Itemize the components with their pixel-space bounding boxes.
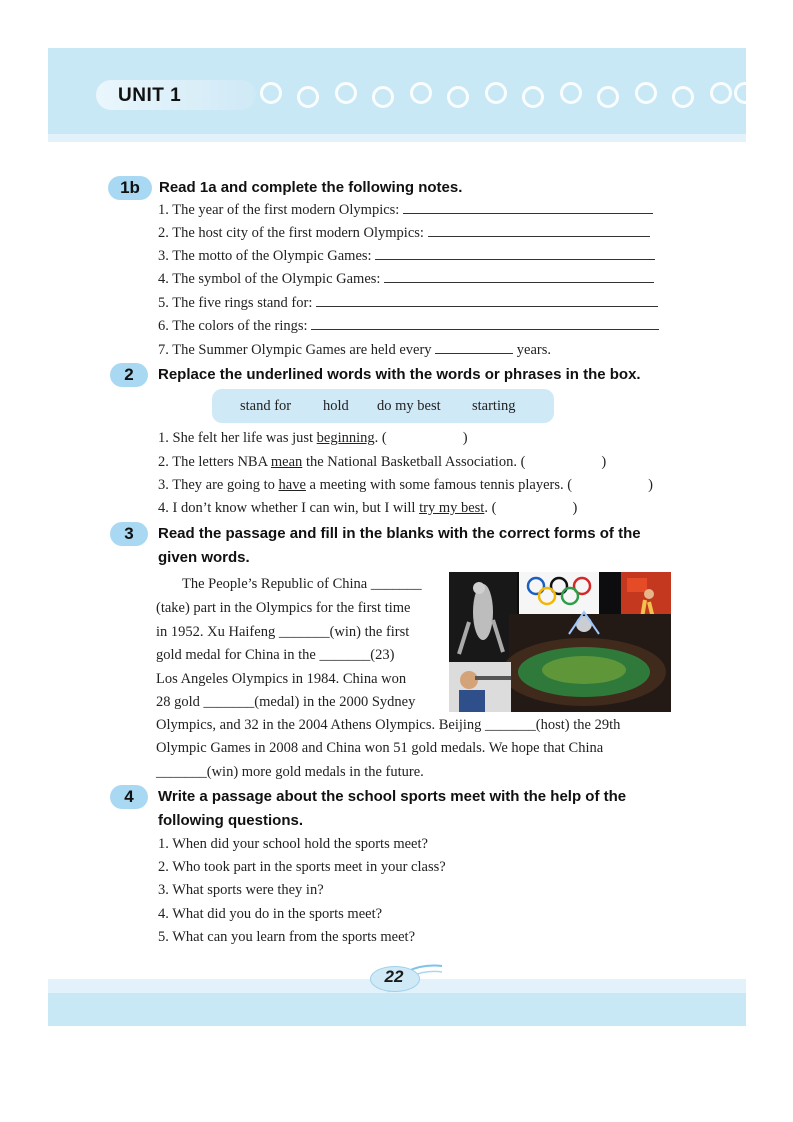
passage-line: Olympic Games in 2008 and China won 51 gold medals. We hope that China <box>156 740 604 756</box>
olympics-photo-svg <box>449 572 671 712</box>
answer-blank[interactable] <box>384 268 654 283</box>
section-4-title-line1: Write a passage about the school sports meet with the help of the <box>158 788 627 805</box>
replace-item: 3. They are going to have a meeting with some famous tennis players. ( ) <box>158 477 653 493</box>
section-badge-4: 4 <box>110 785 148 809</box>
ring-icon <box>560 82 582 104</box>
ring-icon <box>297 86 319 108</box>
note-item: 7. The Summer Olympic Games are held every years. <box>158 339 551 360</box>
question-item: 1. When did your school hold the sports meet? <box>158 836 428 852</box>
replace-item: 2. The letters NBA mean the National Basketball Association. ( ) <box>158 454 607 470</box>
passage-line: Olympics, and 32 in the 2004 Athens Olympics. Beijing _______(host) the 29th <box>156 717 621 733</box>
note-item: 3. The motto of the Olympic Games: <box>158 245 655 266</box>
ring-icon <box>734 82 746 104</box>
ring-icon <box>635 82 657 104</box>
replace-item: 1. She felt her life was just beginning. ( ) <box>158 430 468 446</box>
passage-line: Los Angeles Olympics in 1984. China won <box>156 671 407 687</box>
olympics-photo-collage <box>449 572 671 712</box>
ring-icon <box>372 86 394 108</box>
question-item: 3. What sports were they in? <box>158 882 324 898</box>
note-item: 4. The symbol of the Olympic Games: <box>158 268 654 289</box>
passage-line: (take) part in the Olympics for the first time <box>156 600 411 616</box>
passage-line: 28 gold _______(medal) in the 2000 Sydney <box>156 694 416 710</box>
note-item: 2. The host city of the first modern Olympics: <box>158 222 650 243</box>
question-item: 5. What can you learn from the sports meet? <box>158 929 416 945</box>
passage-line: in 1952. Xu Haifeng _______(win) the first <box>156 624 410 640</box>
answer-blank[interactable] <box>375 245 655 260</box>
ring-icon <box>260 82 282 104</box>
word-option: hold <box>323 398 349 414</box>
answer-blank[interactable] <box>435 339 513 354</box>
section-badge-1b: 1b <box>108 176 152 200</box>
question-item: 2. Who took part in the sports meet in your class? <box>158 859 446 875</box>
note-item: 6. The colors of the rings: <box>158 315 659 336</box>
note-item: 5. The five rings stand for: <box>158 292 658 313</box>
section-1b-title: Read 1a and complete the following notes. <box>159 179 463 196</box>
passage-line: The People’s Republic of China _______ <box>182 576 422 592</box>
ring-icon <box>410 82 432 104</box>
replace-item: 4. I don’t know whether I can win, but I will try my best. ( ) <box>158 500 578 516</box>
ring-icon <box>710 82 732 104</box>
word-option: do my best <box>377 398 441 414</box>
passage-line: gold medal for China in the _______(23) <box>156 647 395 663</box>
section-3-title-line1: Read the passage and fill in the blanks with the correct forms of the <box>158 525 641 542</box>
ring-icon <box>522 86 544 108</box>
ring-icon <box>597 86 619 108</box>
ring-icon <box>447 86 469 108</box>
question-item: 4. What did you do in the sports meet? <box>158 906 383 922</box>
section-3-title-line2: given words. <box>158 549 250 566</box>
passage-line: _______(win) more gold medals in the future. <box>156 764 424 780</box>
ring-icon <box>672 86 694 108</box>
word-option: stand for <box>240 398 292 414</box>
answer-blank[interactable] <box>403 199 653 214</box>
section-4-title-line2: following questions. <box>158 812 303 829</box>
header-stripe <box>48 134 746 142</box>
decorative-rings <box>258 80 746 110</box>
page-number: 22 <box>384 967 404 986</box>
ring-icon <box>335 82 357 104</box>
answer-blank[interactable] <box>316 292 658 307</box>
section-2-title: Replace the underlined words with the words or phrases in the box. <box>158 366 641 383</box>
answer-blank[interactable] <box>311 315 659 330</box>
unit-title: UNIT 1 <box>118 85 182 106</box>
section-badge-2: 2 <box>110 363 148 387</box>
section-badge-3: 3 <box>110 522 148 546</box>
word-option: starting <box>472 398 516 414</box>
answer-blank[interactable] <box>428 222 650 237</box>
ring-icon <box>485 82 507 104</box>
note-item: 1. The year of the first modern Olympics: <box>158 199 653 220</box>
